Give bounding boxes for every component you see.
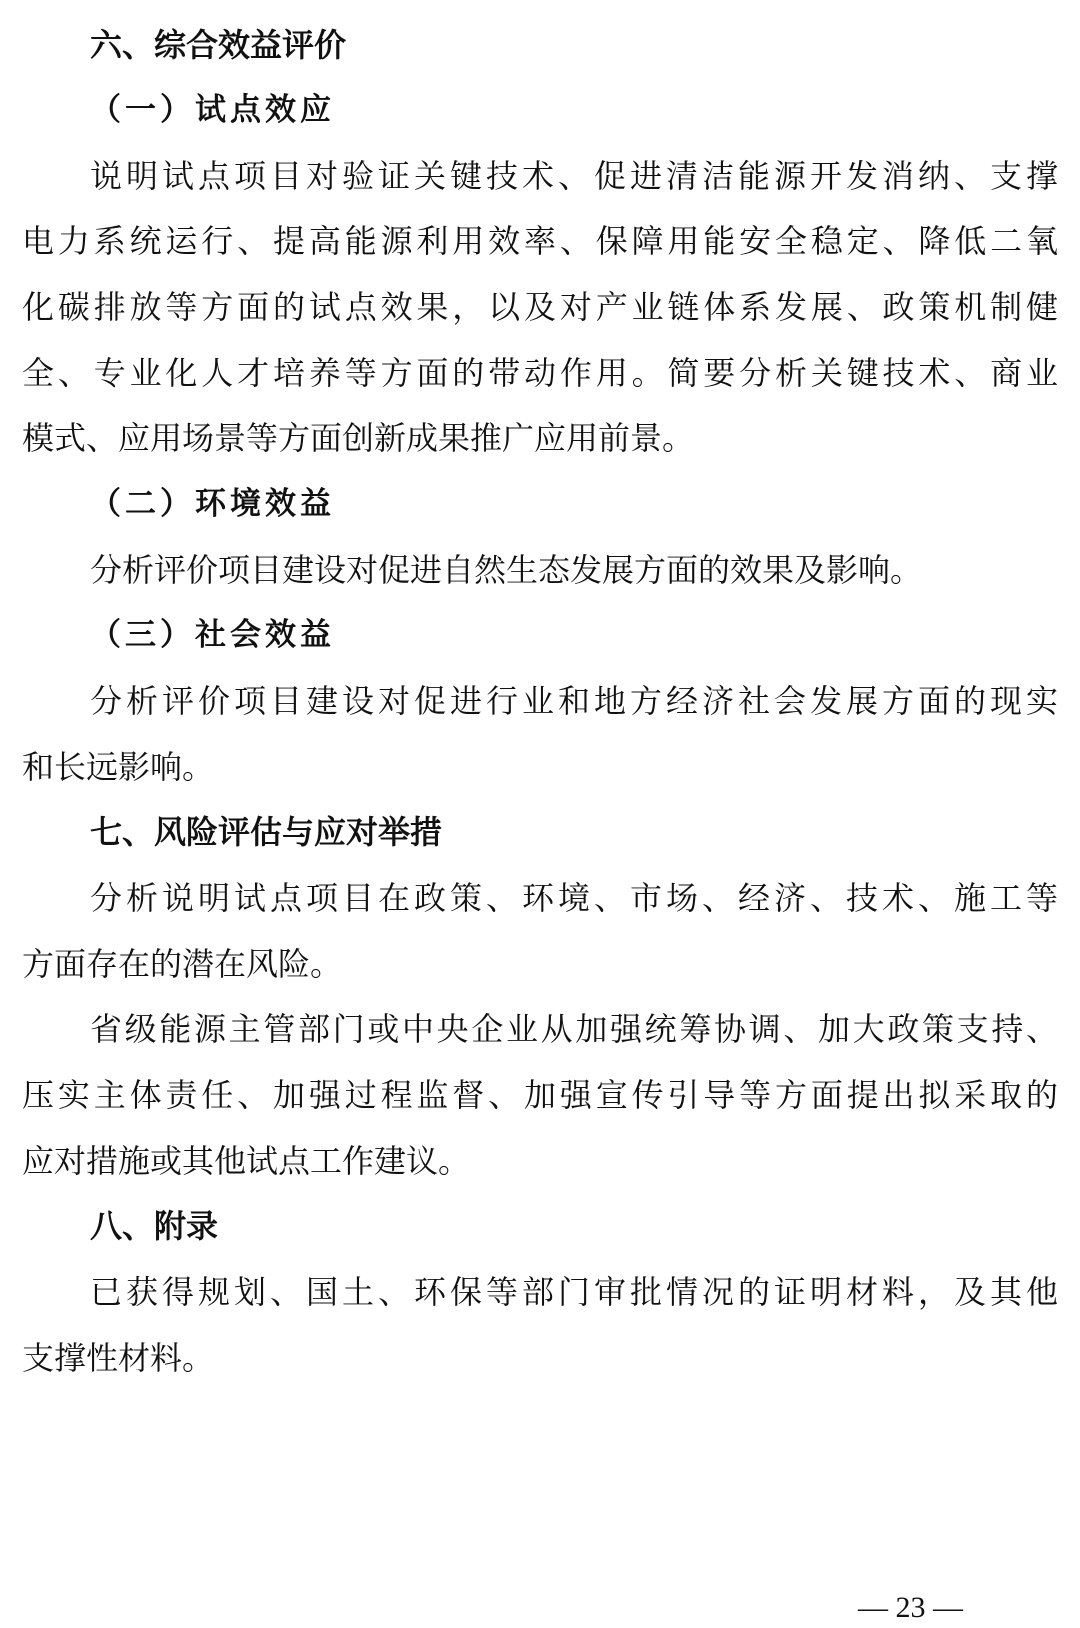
paragraph-line: 模式、应用场景等方面创新成果推广应用前景。: [22, 419, 695, 457]
paragraph-line: 分析评价项目建设对促进自然生态发展方面的效果及影响。: [90, 551, 923, 589]
paragraph-line: 支撑性材料。: [22, 1339, 215, 1377]
paragraph-line: 说明试点项目对验证关键技术、促进清洁能源开发消纳、支撑: [90, 157, 1058, 195]
page-number: — 23 —: [858, 1591, 963, 1624]
paragraph-line: 全、专业化人才培养等方面的带动作用。简要分析关键技术、商业: [22, 354, 1058, 392]
section-heading-eight: 八、附录: [90, 1207, 219, 1245]
paragraph-line: 应对措施或其他试点工作建议。: [22, 1142, 471, 1180]
paragraph-line: 电力系统运行、提高能源利用效率、保障用能安全稳定、降低二氧: [22, 222, 1058, 260]
paragraph-line: 化碳排放等方面的试点效果，以及对产业链体系发展、政策机制健: [22, 288, 1058, 326]
subsection-heading-social: （三）社会效益: [90, 617, 335, 653]
paragraph-line: 压实主体责任、加强过程监督、加强宣传引导等方面提出拟采取的: [22, 1076, 1058, 1114]
paragraph-line: 分析评价项目建设对促进行业和地方经济社会发展方面的现实: [90, 682, 1058, 720]
paragraph-line: 分析说明试点项目在政策、环境、市场、经济、技术、施工等: [90, 879, 1058, 917]
paragraph-line: 和长远影响。: [22, 748, 215, 786]
subsection-heading-pilot-effect: （一）试点效应: [90, 92, 335, 128]
paragraph-line: 省级能源主管部门或中央企业从加强统筹协调、加大政策支持、: [90, 1010, 1058, 1048]
paragraph-line: 方面存在的潜在风险。: [22, 945, 343, 983]
subsection-heading-environment: （二）环境效益: [90, 486, 335, 522]
section-heading-six: 六、综合效益评价: [90, 26, 347, 64]
paragraph-line: 已获得规划、国土、环保等部门审批情况的证明材料，及其他: [90, 1273, 1058, 1311]
section-heading-seven: 七、风险评估与应对举措: [90, 813, 443, 851]
